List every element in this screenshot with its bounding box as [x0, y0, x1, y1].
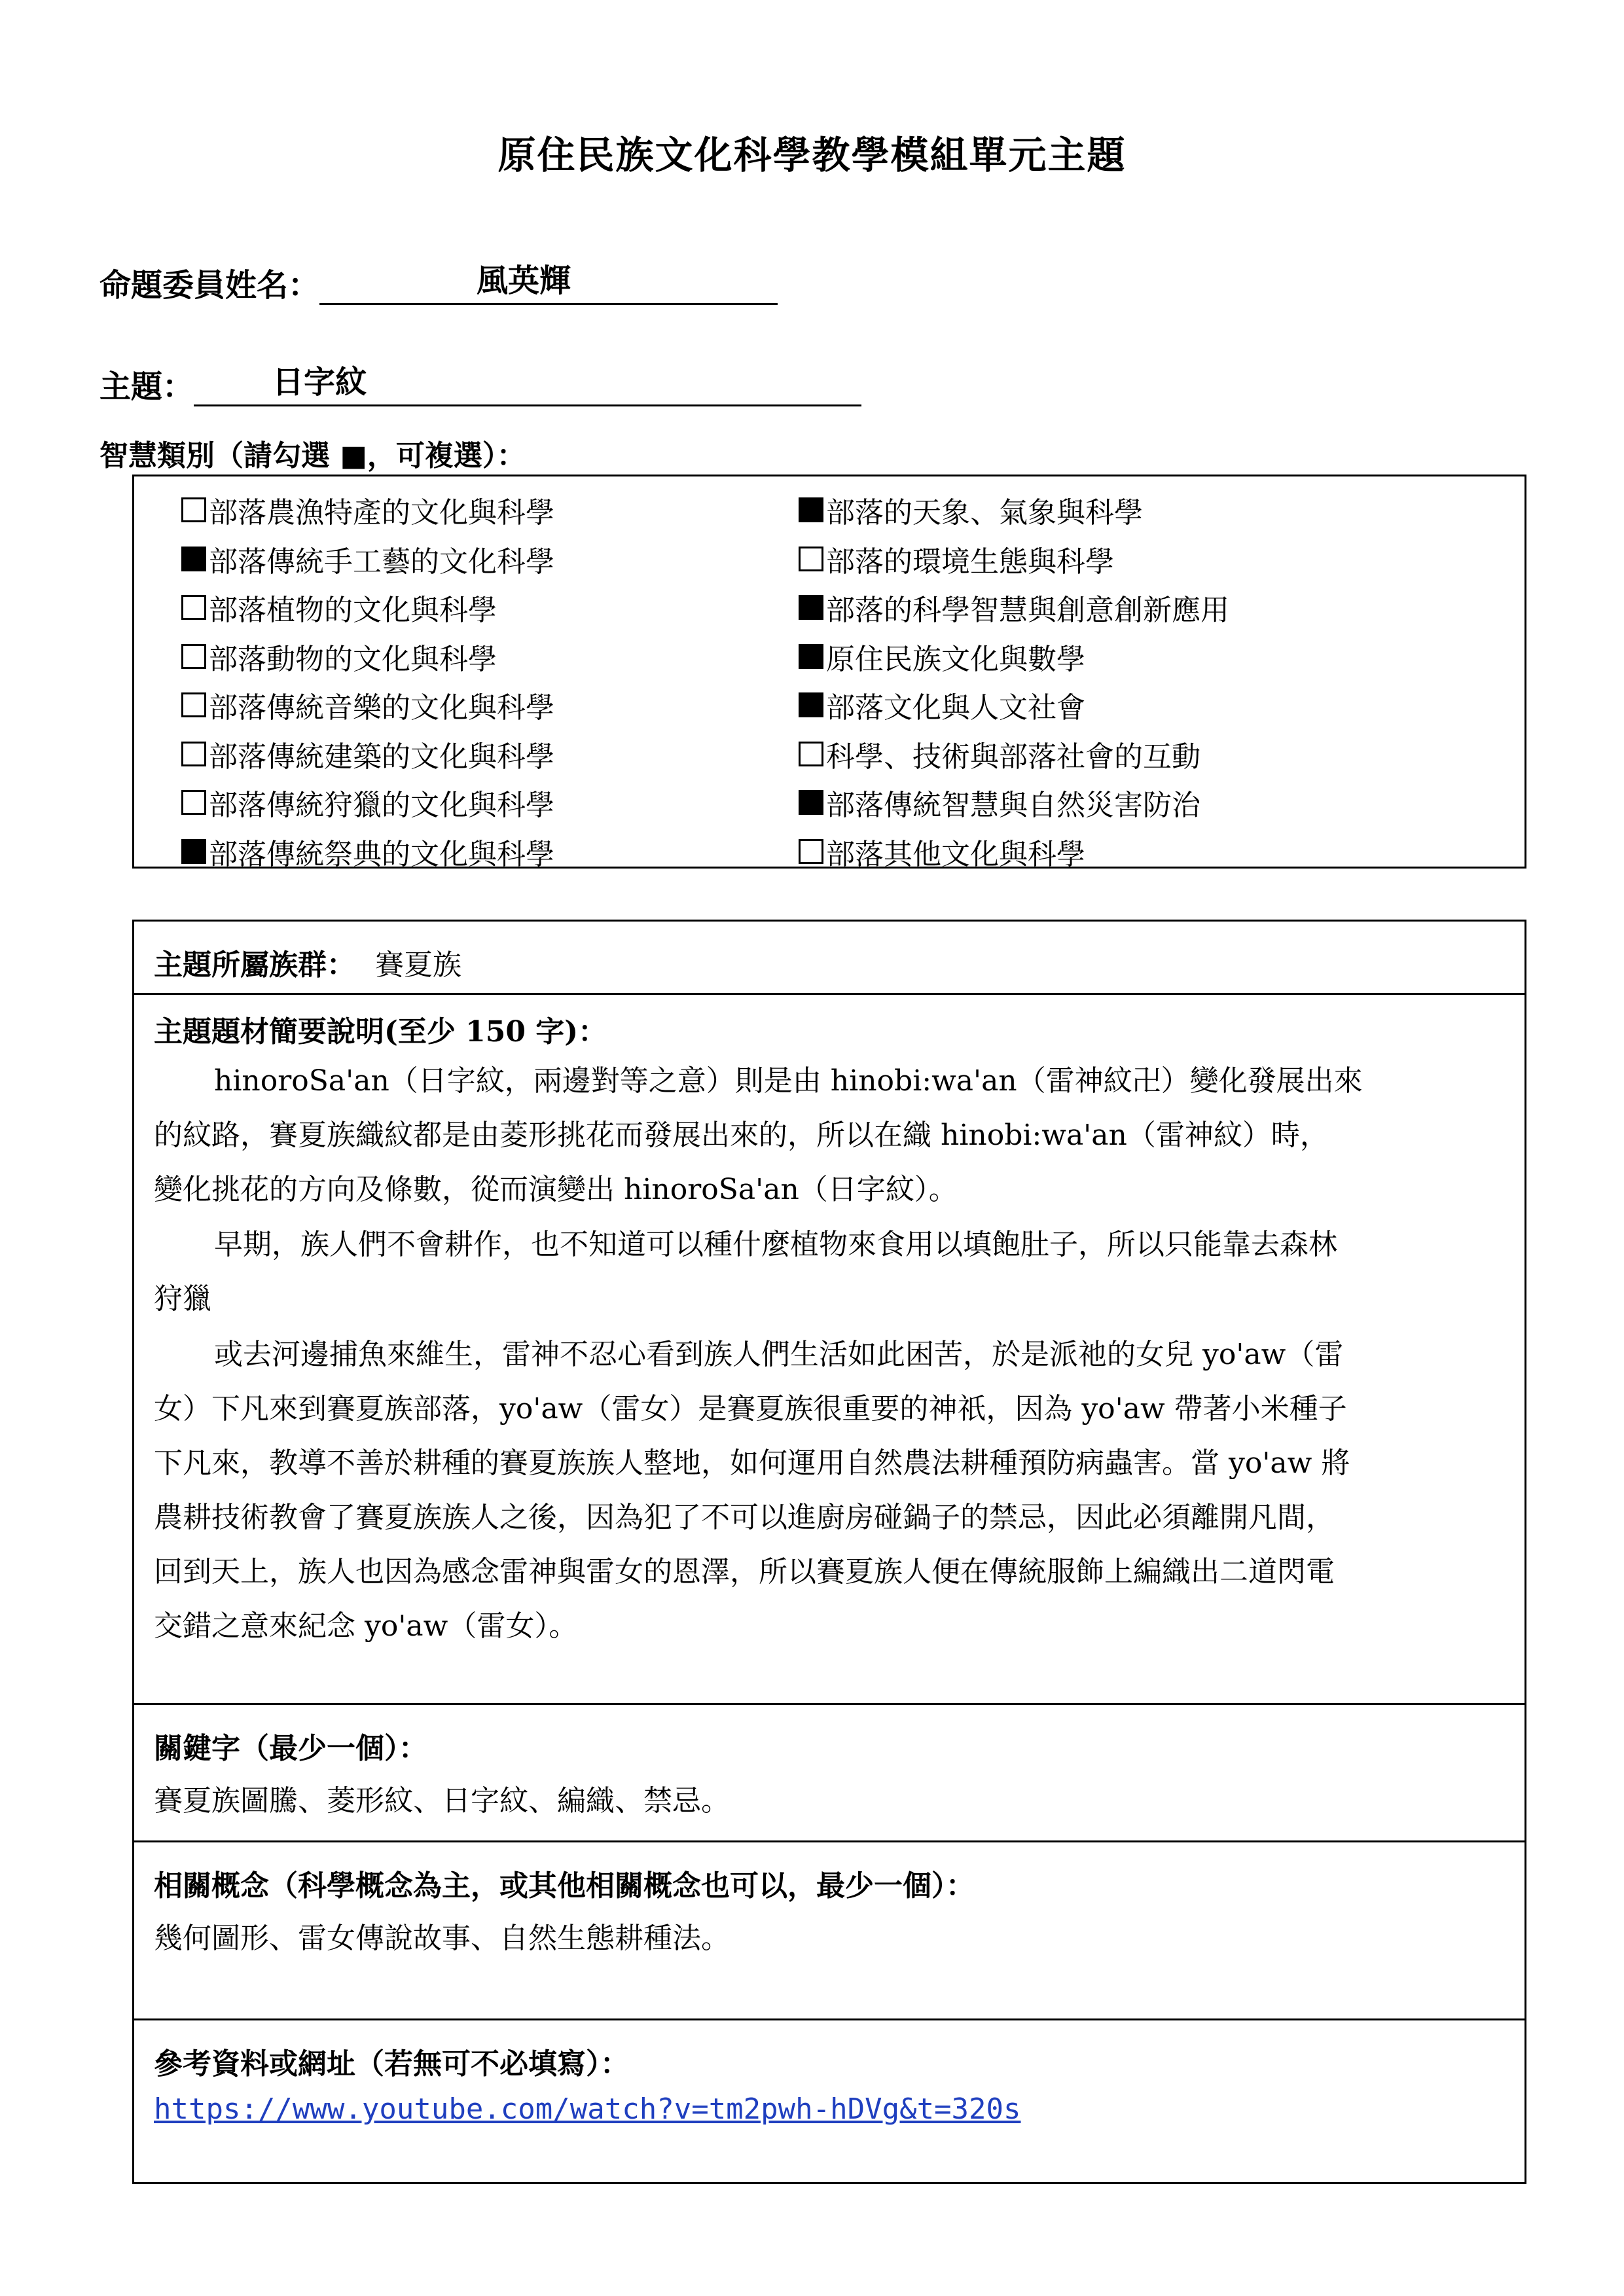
page-title: 原住民族文化科學教學模組單元主題	[497, 133, 1127, 177]
category-label: 部落傳統手工藝的文化科學	[209, 545, 554, 579]
topic-label: 主題：	[99, 368, 194, 405]
category-item[interactable]	[181, 535, 554, 584]
description-line: 回到天上，族人也因為感念雷神與雷女的恩澤，所以賽夏族人便在傳統服飾上編織出二道閃電	[154, 1555, 1335, 1588]
category-item[interactable]	[181, 486, 554, 535]
author-label: 命題委員姓名：	[99, 267, 320, 304]
category-item[interactable]	[799, 681, 1229, 730]
category-label: 部落文化與人文社會	[826, 691, 1085, 725]
category-label: 部落的科學智慧與創意創新應用	[826, 594, 1229, 628]
unchecked-box-icon[interactable]	[181, 644, 206, 669]
description-line: 早期，族人們不會耕作，也不知道可以種什麼植物來食用以填飽肚子，所以只能靠去森林	[214, 1228, 1337, 1261]
topic-value: 日字紋	[194, 357, 861, 406]
description-line: hinoroSa'an（日字紋，兩邊對等之意）則是由 hinobi:wa'an（雷神紋卍）變化發展出來	[214, 1064, 1363, 1098]
description-line: 或去河邊捕魚來維生，雷神不忍心看到族人們生活如此困苦，於是派祂的女兒 yo'aw（雷	[214, 1338, 1344, 1371]
reference-link[interactable]: https://www.youtube.com/watch?v=tm2pwh-hDVg&t=320s	[154, 2092, 1021, 2126]
description-paragraph-2	[154, 1217, 1502, 1326]
category-label: 部落傳統建築的文化與科學	[209, 740, 554, 774]
category-item[interactable]	[799, 827, 1229, 876]
description-section	[134, 995, 1525, 1705]
ethnic-group-row	[154, 941, 461, 983]
unchecked-box-icon[interactable]	[799, 742, 823, 766]
description-paragraph-1	[154, 1054, 1502, 1217]
author-field	[99, 255, 778, 305]
description-paragraph-3	[154, 1327, 1502, 1653]
description-line: 的紋路，賽夏族織紋都是由菱形挑花而發展出來的，所以在織 hinobi:wa'an（雷神紋）時，	[154, 1119, 1329, 1152]
unchecked-box-icon[interactable]	[799, 839, 823, 864]
keywords-label: 關鍵字（最少一個）：	[154, 1732, 427, 1765]
concepts-value: 幾何圖形、雷女傳說故事、自然生態耕種法。	[154, 1922, 730, 1955]
category-label: 原住民族文化與數學	[826, 642, 1085, 676]
category-item[interactable]	[181, 681, 554, 730]
category-label: 部落農漁特產的文化與科學	[209, 496, 554, 530]
category-item[interactable]	[799, 535, 1229, 584]
category-label: 部落傳統音樂的文化與科學	[209, 691, 554, 725]
category-item[interactable]	[181, 730, 554, 779]
checked-box-icon[interactable]	[799, 497, 823, 522]
references-label: 參考資料或網址（若無可不必填寫）：	[154, 2047, 629, 2081]
category-label: 部落傳統狩獵的文化與科學	[209, 789, 554, 823]
checked-box-icon[interactable]	[799, 692, 823, 717]
category-item[interactable]	[799, 583, 1229, 632]
references-section	[134, 2020, 1525, 2184]
unchecked-box-icon[interactable]	[181, 595, 206, 620]
description-line: 交錯之意來紀念 yo'aw（雷女）。	[154, 1609, 578, 1643]
category-item[interactable]	[799, 778, 1229, 827]
categories-right-column	[799, 486, 1229, 876]
description-line: 女）下凡來到賽夏族部落，yo'aw（雷女）是賽夏族很重要的神祇，因為 yo'aw 帶著小米種子	[154, 1392, 1347, 1426]
checked-box-icon[interactable]	[181, 547, 206, 571]
categories-box	[132, 475, 1526, 869]
ethnic-group-value: 賽夏族	[375, 948, 461, 982]
category-item[interactable]	[181, 583, 554, 632]
category-label: 部落的天象、氣象與科學	[826, 496, 1143, 530]
category-label: 部落其他文化與科學	[826, 837, 1085, 871]
description-line: 變化挑花的方向及條數，從而演變出 hinoroSa'an（日字紋）。	[154, 1173, 958, 1206]
topic-field	[99, 357, 861, 406]
checked-box-icon[interactable]	[799, 595, 823, 620]
category-label: 部落植物的文化與科學	[209, 594, 497, 628]
category-label: 部落動物的文化與科學	[209, 642, 497, 676]
concepts-section	[134, 1842, 1525, 2020]
categories-label: 智慧類別（請勾選 ■，可複選）：	[99, 439, 526, 473]
description-label: 主題題材簡要說明(至少 150 字)：	[154, 1015, 607, 1049]
ethnic-group-label: 主題所屬族群：	[154, 948, 355, 982]
unchecked-box-icon[interactable]	[181, 742, 206, 766]
keywords-section	[134, 1705, 1525, 1842]
ethnic-group-section	[134, 922, 1525, 995]
unchecked-box-icon[interactable]	[799, 547, 823, 571]
description-line: 下凡來，教導不善於耕種的賽夏族族人整地，如何運用自然農法耕種預防病蟲害。當 yo'aw 將	[154, 1446, 1350, 1480]
checked-box-icon[interactable]	[799, 644, 823, 669]
category-item[interactable]	[799, 730, 1229, 779]
unchecked-box-icon[interactable]	[181, 692, 206, 717]
checked-box-icon[interactable]	[799, 790, 823, 815]
checked-box-icon[interactable]	[181, 839, 206, 864]
category-item[interactable]	[799, 632, 1229, 681]
unchecked-box-icon[interactable]	[181, 497, 206, 522]
category-item[interactable]	[181, 827, 554, 876]
unchecked-box-icon[interactable]	[181, 790, 206, 815]
categories-left-column	[181, 486, 554, 876]
description-line: 農耕技術教會了賽夏族族人之後，因為犯了不可以進廚房碰鍋子的禁忌，因此必須離開凡間，	[154, 1501, 1335, 1534]
category-item[interactable]	[799, 486, 1229, 535]
category-label: 部落的環境生態與科學	[826, 545, 1114, 579]
concepts-label: 相關概念（科學概念為主，或其他相關概念也可以，最少一個）：	[154, 1869, 975, 1903]
category-label: 部落傳統智慧與自然災害防治	[826, 789, 1200, 823]
keywords-value: 賽夏族圖騰、菱形紋、日字紋、編織、禁忌。	[154, 1784, 730, 1818]
description-line: 狩獵	[154, 1282, 211, 1316]
author-value: 風英輝	[319, 255, 778, 305]
category-label: 部落傳統祭典的文化與科學	[209, 837, 554, 871]
category-label: 科學、技術與部落社會的互動	[826, 740, 1200, 774]
info-table	[132, 920, 1526, 2184]
category-item[interactable]	[181, 778, 554, 827]
category-item[interactable]	[181, 632, 554, 681]
